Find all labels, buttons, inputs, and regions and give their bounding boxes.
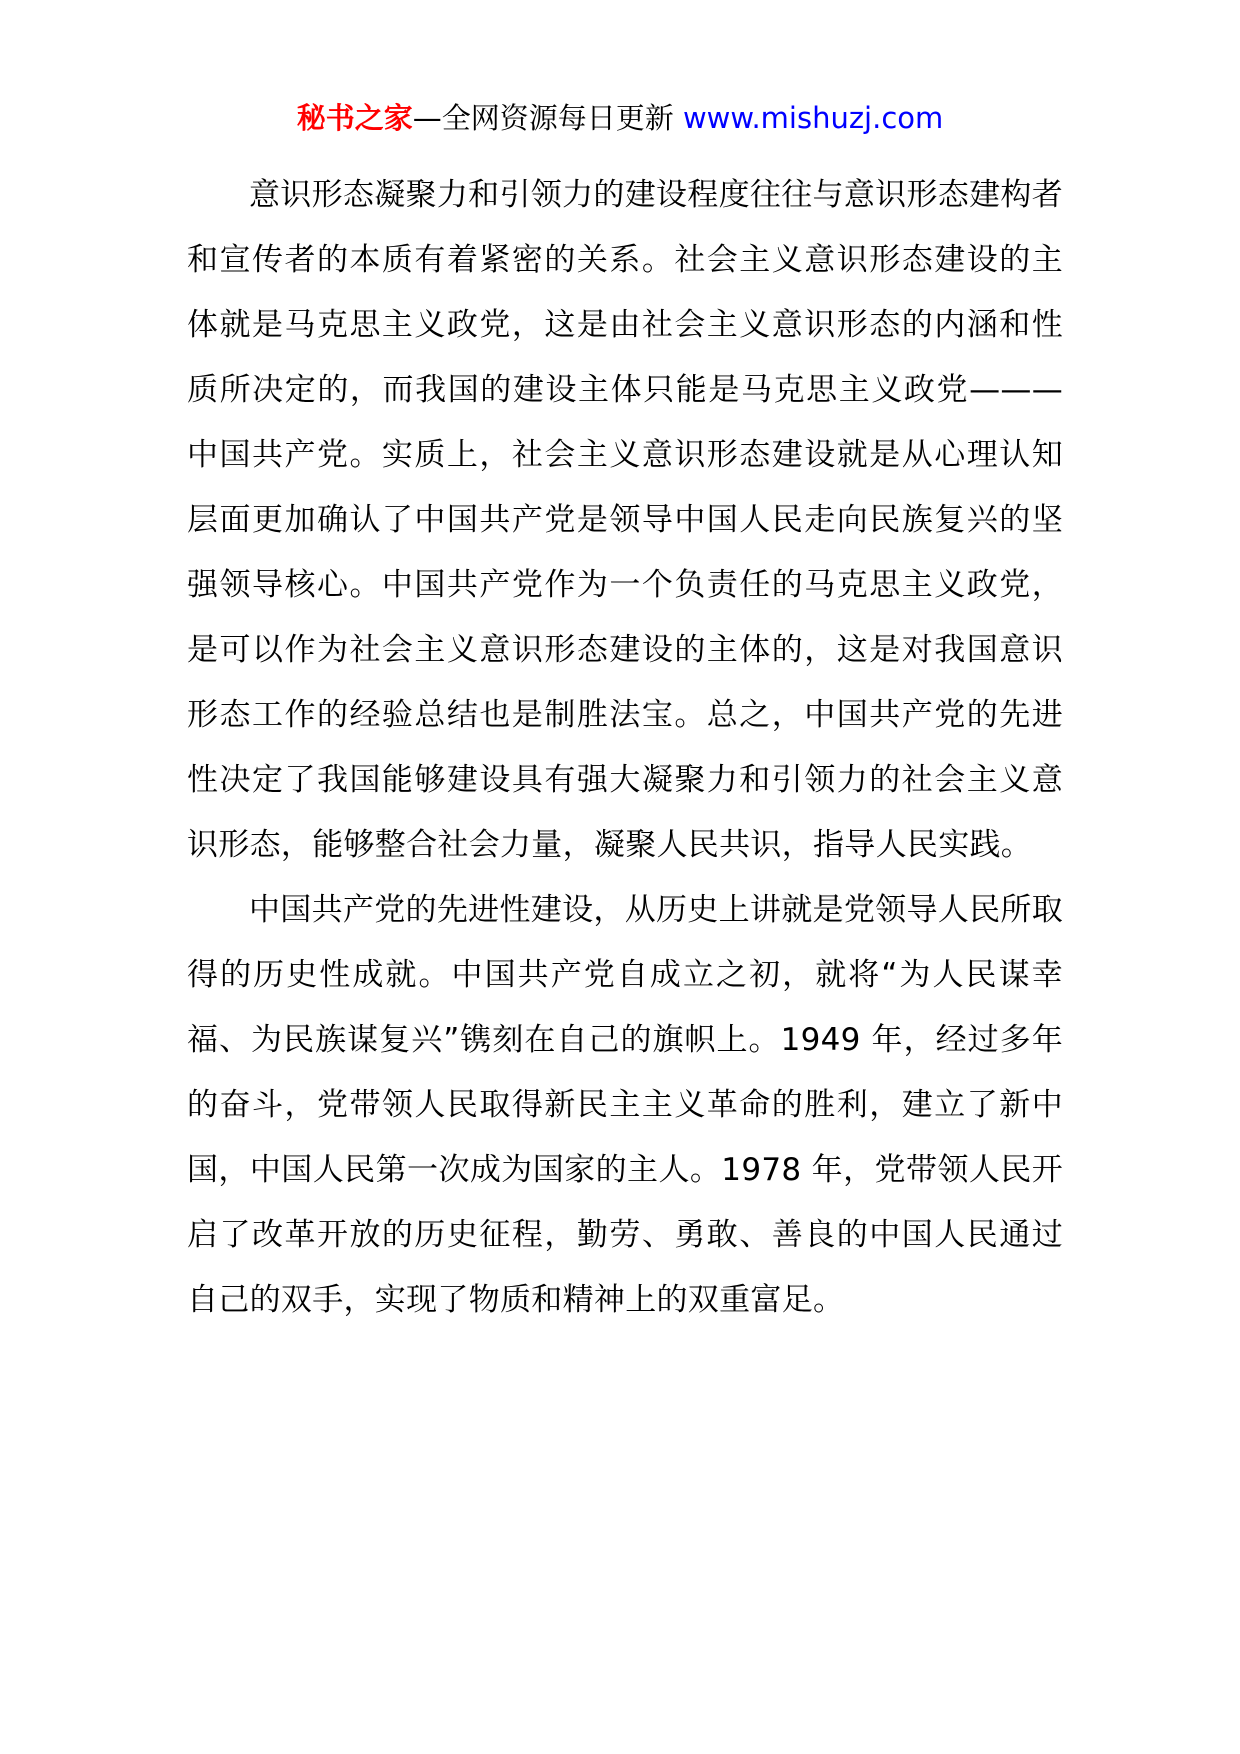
header-tagline: —全网资源每日更新 xyxy=(412,101,683,135)
page-header xyxy=(0,98,1240,138)
site-url-link[interactable]: www.mishuzj.com xyxy=(682,101,944,135)
article-body xyxy=(187,163,1063,1333)
paragraph: 中国共产党的先进性建设，从历史上讲就是党领导人民所取得的历史性成就。中国共产党自成立之初，就将“为人民谋幸福、为民族谋复兴”镌刻在自己的旗帜上。1949 年，经过多年的奋斗，党带领人民取得新民主主义革命的胜利，建立了新中国，中国人民第一次成为国家的主人。1978 年，党带领人民开启了改革开放的历史征程，勤劳、勇敢、善良的中国人民通过自己的双手，实现了物质和精神上的双重富足。 xyxy=(187,892,1063,1318)
brand-name: 秘书之家 xyxy=(296,101,413,135)
paragraph: 意识形态凝聚力和引领力的建设程度往往与意识形态建构者和宣传者的本质有着紧密的关系。社会主义意识形态建设的主体就是马克思主义政党，这是由社会主义意识形态的内涵和性质所决定的，而我国的建设主体只能是马克思主义政党———中国共产党。实质上，社会主义意识形态建设就是从心理认知层面更加确认了中国共产党是领导中国人民走向民族复兴的坚强领导核心。中国共产党作为一个负责任的马克思主义政党，是可以作为社会主义意识形态建设的主体的，这是对我国意识形态工作的经验总结也是制胜法宝。总之，中国共产党的先进性决定了我国能够建设具有强大凝聚力和引领力的社会主义意识形态，能够整合社会力量，凝聚人民共识，指导人民实践。 xyxy=(187,177,1063,863)
